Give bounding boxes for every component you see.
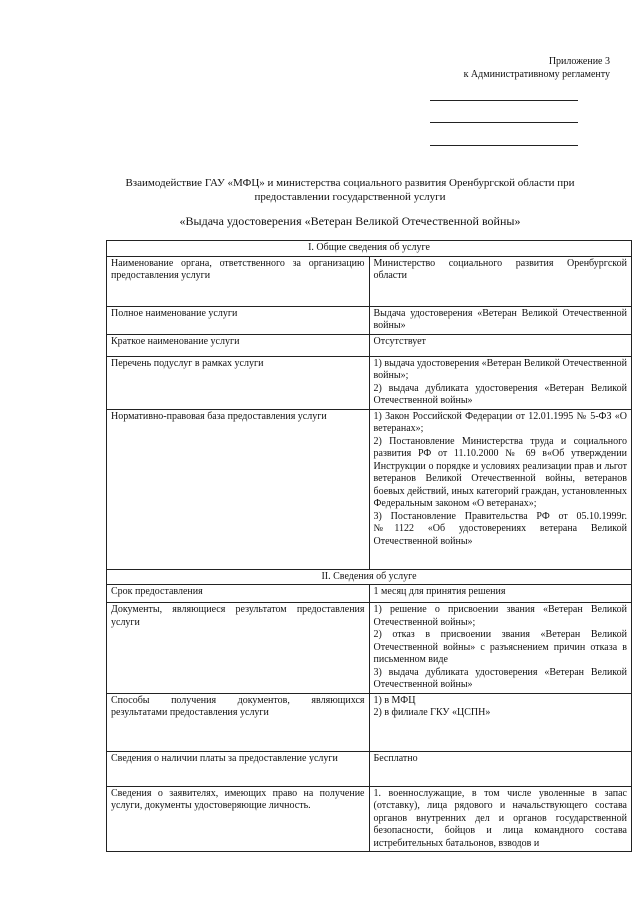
appendix-reference: к Административному регламенту <box>463 69 610 80</box>
table-row <box>107 334 632 356</box>
value-line: 2) отказ в присвоении звания «Ветеран Великой Отечественной войны» с разъяснением причин отказа в письменном виде <box>373 629 627 665</box>
row-value <box>369 409 632 569</box>
table-row <box>107 751 632 786</box>
row-value <box>369 603 632 694</box>
row-label: Способы получения документов, являющихся результатами предоставления услуги <box>107 693 370 751</box>
value-line: 3) выдача дубликата удостоверения «Ветеран Великой Отечественной войны» <box>373 666 627 690</box>
row-label: Перечень подуслуг в рамках услуги <box>107 356 370 409</box>
row-label: Срок предоставления <box>107 585 370 603</box>
service-title: «Выдача удостоверения «Ветеран Великой Отечественной войны» <box>179 214 521 228</box>
row-value <box>369 334 632 356</box>
value-line: 1) решение о присвоении звания «Ветеран Великой Отечественной войны»; <box>373 604 627 628</box>
value-line: 2) в филиале ГКУ «ЦСПН» <box>373 707 491 718</box>
row-value <box>369 693 632 751</box>
value-line: 3) Постановление Правительства РФ от 05.10.1999г. №1122 «Об удостоверениях ветерана Великой Отечественной войны» <box>373 510 627 547</box>
value-line: 1 месяц для принятия решения <box>373 586 506 597</box>
section2-title: II. Сведения об услуге <box>107 569 632 585</box>
appendix-header <box>430 55 610 81</box>
value-line: 1. военнослужащие, в том числе уволенные в запас (отставку), лица рядового и начальствующего состава органов внутренних дел и органов государственной безопасности, бойцов и лица командного состава истребительных батальонов, взводов и <box>373 787 627 849</box>
value-line: Отсутствует <box>373 335 426 347</box>
row-label: Сведения о наличии платы за предоставление услуги <box>107 751 370 786</box>
value-line: 2) Постановление Министерства труда и социального развития РФ от 11.10.2000 № 69 в«Об утверждении Инструкции о порядке и условиях реализации прав и льгот ветеранов Великой Отечественной войны, ветеранов боевых действий, иных категорий граждан, установленных Федеральным законом «О ветеранах»; <box>373 435 627 509</box>
row-value <box>369 585 632 603</box>
row-value <box>369 751 632 786</box>
signature-line-2 <box>430 122 578 123</box>
value-line: 1) Закон Российской Федерации от 12.01.1995 № 5-ФЗ «О ветеранах»; <box>373 410 627 434</box>
table-row <box>107 409 632 569</box>
table-row <box>107 256 632 306</box>
signature-line-3 <box>430 145 578 146</box>
value-line: 1) в МФЦ <box>373 694 416 706</box>
document-heading <box>90 176 610 204</box>
table-row <box>107 786 632 852</box>
section1-title: I. Общие сведения об услуге <box>107 241 632 257</box>
heading-line-1: Взаимодействие ГАУ «МФЦ» и министерства социального развития Оренбургской области при <box>125 177 575 189</box>
heading-line-2: предоставлении государственной услуги <box>254 191 446 203</box>
row-label: Наименование органа, ответственного за организацию предоставления услуги <box>107 256 370 306</box>
table-row <box>107 306 632 334</box>
value-line: 2) выдача дубликата удостоверения «Ветеран Великой Отечественной войны» <box>373 382 627 406</box>
row-value <box>369 306 632 334</box>
row-label: Сведения о заявителях, имеющих право на получение услуги, документы удостоверяющие личность. <box>107 786 370 852</box>
service-table <box>106 240 632 852</box>
row-label: Полное наименование услуги <box>107 306 370 334</box>
table-row <box>107 603 632 694</box>
appendix-number: Приложение 3 <box>548 56 610 67</box>
row-value <box>369 256 632 306</box>
table-row <box>107 356 632 409</box>
row-label: Документы, являющиеся результатом предоставления услуги <box>107 603 370 694</box>
value-line: 1) выдача удостоверения «Ветеран Великой Отечественной войны»; <box>373 357 627 381</box>
signature-line-1 <box>430 100 578 101</box>
table-row <box>107 585 632 603</box>
value-line: Министерство социального развития Оренбургской области <box>373 257 627 281</box>
value-line: Выдача удостоверения «Ветеран Великой Отечественной войны» <box>373 307 627 331</box>
row-label: Нормативно-правовая база предоставления услуги <box>107 409 370 569</box>
row-label: Краткое наименование услуги <box>107 334 370 356</box>
row-value <box>369 356 632 409</box>
section2-title-row <box>107 569 632 585</box>
value-line: Бесплатно <box>373 752 418 764</box>
row-value <box>369 786 632 852</box>
service-table-body <box>107 241 632 852</box>
table-row <box>107 693 632 751</box>
section1-title-row <box>107 241 632 257</box>
